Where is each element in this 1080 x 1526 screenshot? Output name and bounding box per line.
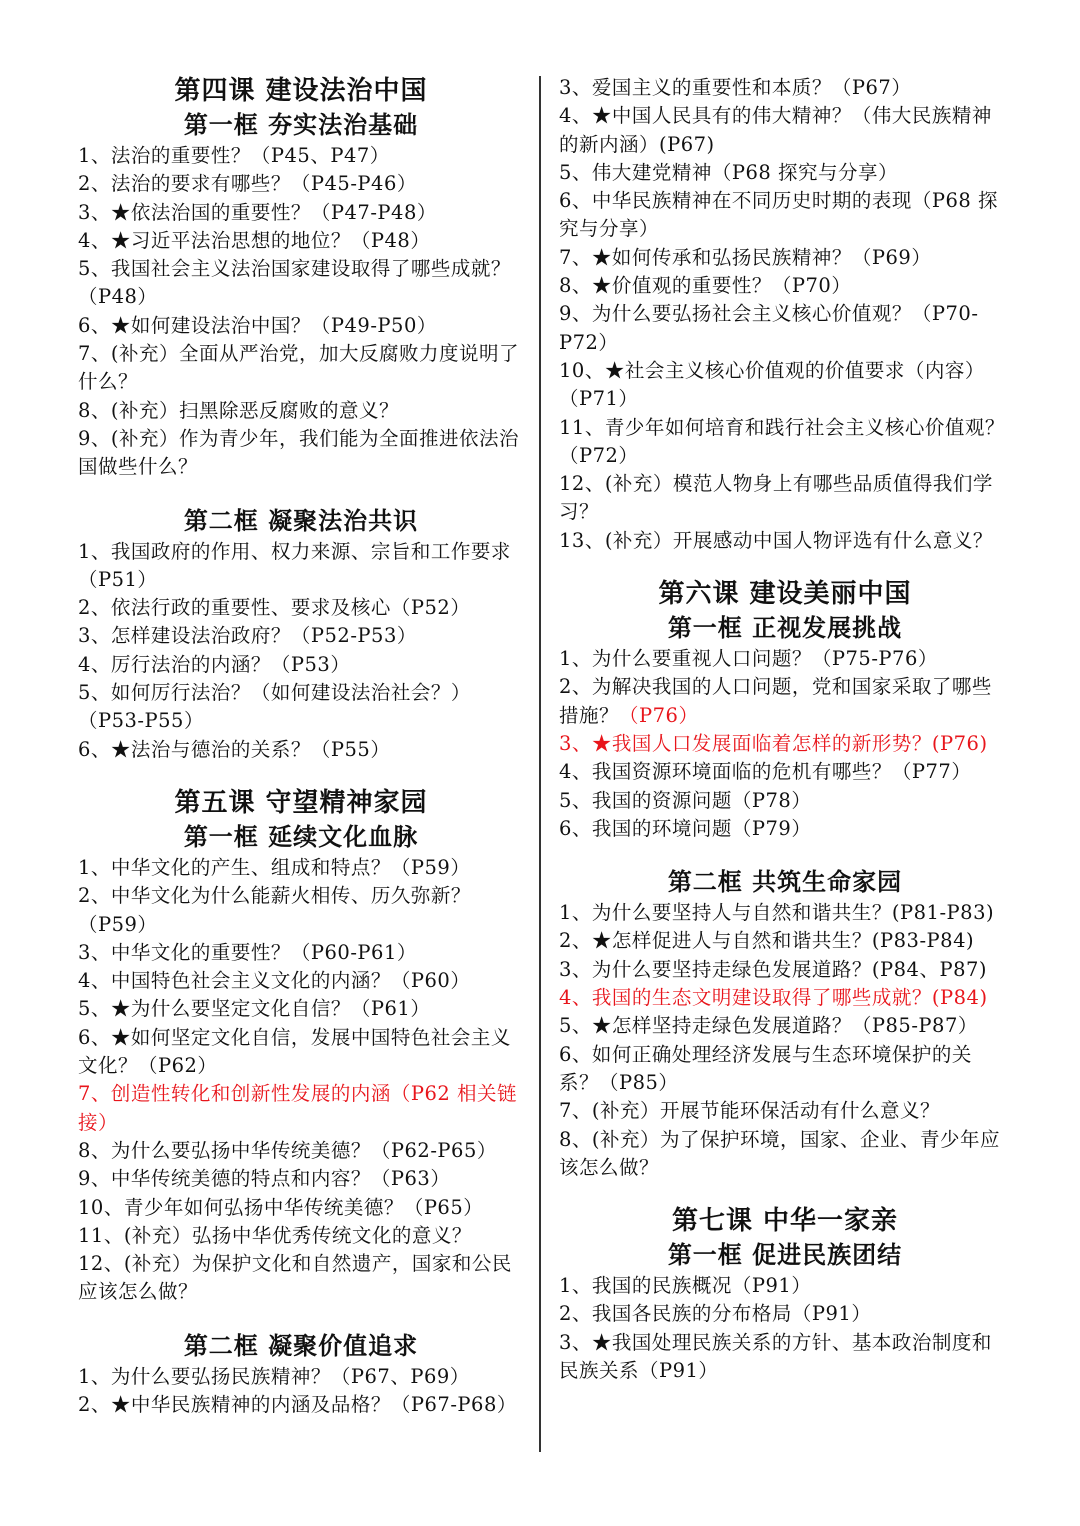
question-item: 3、★我国处理民族关系的方针、基本政治制度和民族关系（P91） — [559, 1330, 992, 1382]
question-item: 1、我国的民族概况（P91） — [559, 1274, 812, 1298]
question-item: 7、(补充）开展节能环保活动有什么意义？ — [559, 1099, 941, 1123]
frame-heading: 第二框 凝聚法治共识 — [183, 506, 419, 535]
frame-heading: 第二框 凝聚价值追求 — [183, 1331, 419, 1360]
question-item: 12、(补充）模范人物身上有哪些品质值得我们学习？ — [559, 472, 993, 524]
section-gap — [78, 764, 524, 786]
question-item: 1、我国政府的作用、权力来源、宗旨和工作要求（P51） — [78, 539, 511, 591]
question-item: 3、中华文化的重要性？（P60-P61） — [78, 940, 417, 964]
question-item: 8、(补充）为了保护环境，国家、企业、青少年应该怎么做？ — [559, 1127, 1001, 1179]
question-item: 4、★习近平法治思想的地位？（P48） — [78, 228, 431, 252]
question-item: 2、★怎样促进人与自然和谐共生？(P83-P84) — [559, 929, 975, 953]
question-item: 1、为什么要弘扬民族精神？（P67、P69） — [78, 1364, 470, 1388]
question-item: 5、如何厉行法治？（如何建设法治社会？）（P53-P55） — [78, 681, 471, 733]
left-column — [78, 74, 524, 1419]
question-item: 7、创造性转化和创新性发展的内涵（P62 相关链接） — [78, 1082, 518, 1134]
lesson-heading: 第五课 守望精神家园 — [174, 787, 428, 818]
question-item: 4、厉行法治的内涵？（P53） — [78, 652, 351, 676]
question-item: 8、★价值观的重要性？（P70） — [559, 274, 852, 298]
question-item: 2、为解决我国的人口问题，党和国家采取了哪些措施？（P76） — [559, 675, 992, 727]
question-item: 2、中华文化为什么能薪火相传、历久弥新？（P59） — [78, 884, 471, 936]
question-item: 5、我国社会主义法治国家建设取得了哪些成就？（P48） — [78, 257, 511, 309]
frame-heading: 第一框 延续文化血脉 — [183, 822, 419, 851]
frame-heading: 第一框 促进民族团结 — [667, 1241, 903, 1270]
question-item: 5、★为什么要坚定文化自信？（P61） — [78, 997, 431, 1021]
question-item: 4、中国特色社会主义文化的内涵？（P60） — [78, 969, 471, 993]
section-gap — [559, 555, 1011, 577]
frame-heading: 第一框 正视发展挑战 — [667, 614, 903, 643]
question-item: 9、(补充）作为青少年，我们能为全面推进依法治国做些什么？ — [78, 426, 520, 479]
frame-heading: 第二框 共筑生命家园 — [667, 868, 903, 897]
lesson-heading: 第四课 建设法治中国 — [174, 76, 428, 106]
question-item: 5、我国的资源问题（P78） — [559, 788, 812, 812]
question-item: 6、★如何建设法治中国？（P49-P50） — [78, 313, 437, 337]
right-column — [559, 74, 1011, 1385]
question-item: 10、青少年如何弘扬中华传统美德？（P65） — [78, 1195, 484, 1219]
section-gap — [559, 1182, 1011, 1204]
question-item: 6、如何正确处理经济发展与生态环境保护的关系？（P85） — [559, 1042, 972, 1094]
question-item: 2、依法行政的重要性、要求及核心（P52） — [78, 596, 471, 620]
question-item: 3、爱国主义的重要性和本质？（P67） — [559, 76, 912, 99]
question-item: 3、★我国人口发展面临着怎样的新形势？(P76) — [559, 731, 988, 755]
question-item: 1、法治的重要性？（P45、P47） — [78, 144, 390, 167]
question-item: 5、伟大建党精神（P68 探究与分享） — [559, 160, 899, 184]
page-reference-highlight: （P76） — [619, 703, 699, 727]
question-item: 3、怎样建设法治政府？（P52-P53） — [78, 624, 417, 648]
question-item: 1、为什么要坚持人与自然和谐共生？(P81-P83) — [559, 901, 995, 925]
question-item: 8、为什么要弘扬中华传统美德？（P62-P65） — [78, 1138, 497, 1162]
question-item: 4、我国的生态文明建设取得了哪些成就？(P84) — [559, 986, 988, 1010]
question-item: 11、(补充）弘扬中华优秀传统文化的意义？ — [78, 1223, 472, 1247]
question-item: 7、(补充）全面从严治党，加大反腐败力度说明了什么？ — [78, 342, 520, 394]
question-item: 11、青少年如何培育和践行社会主义核心价值观？（P72） — [559, 415, 1005, 467]
question-item: 5、★怎样坚持走绿色发展道路？（P85-P87） — [559, 1014, 978, 1038]
question-item: 4、★中国人民具有的伟大精神？（伟大民族精神的新内涵）(P67) — [559, 104, 992, 156]
question-item: 4、我国资源环境面临的危机有哪些？（P77） — [559, 760, 972, 784]
question-item: 6、★如何坚定文化自信，发展中国特色社会主义文化？（P62） — [78, 1025, 511, 1078]
question-item: 9、为什么要弘扬社会主义核心价值观？（P70-P72） — [559, 302, 979, 354]
section-gap — [78, 482, 524, 504]
question-item: 2、我国各民族的分布格局（P91） — [559, 1302, 872, 1326]
section-gap — [78, 1307, 524, 1329]
question-item: 13、(补充）开展感动中国人物评选有什么意义？ — [559, 528, 993, 552]
question-item: 9、中华传统美德的特点和内容？（P63） — [78, 1167, 451, 1191]
question-item: 1、为什么要重视人口问题？（P75-P76） — [559, 647, 938, 671]
section-gap — [559, 843, 1011, 865]
frame-heading: 第一框 夯实法治基础 — [183, 111, 419, 139]
question-item: 7、★如何传承和弘扬民族精神？（P69） — [559, 245, 932, 269]
question-item: 2、★中华民族精神的内涵及品格？（P67-P68） — [78, 1392, 517, 1416]
question-item: 8、(补充）扫黑除恶反腐败的意义？ — [78, 398, 400, 422]
question-item: 6、中华民族精神在不同历史时期的表现（P68 探究与分享） — [559, 189, 999, 241]
question-item: 1、中华文化的产生、组成和特点？（P59） — [78, 855, 471, 879]
question-item: 3、为什么要坚持走绿色发展道路？(P84、P87) — [559, 957, 987, 981]
question-item: 3、★依法治国的重要性？（P47-P48） — [78, 200, 437, 224]
column-divider — [539, 76, 541, 1452]
question-item: 6、我国的环境问题（P79） — [559, 816, 812, 840]
question-item: 2、法治的要求有哪些？（P45-P46） — [78, 172, 417, 196]
question-item: 10、★社会主义核心价值观的价值要求（内容）（P71） — [559, 358, 985, 411]
question-item: 6、★法治与德治的关系？（P55） — [78, 737, 391, 761]
lesson-heading: 第六课 建设美丽中国 — [658, 579, 912, 610]
lesson-heading: 第七课 中华一家亲 — [671, 1206, 899, 1237]
question-item: 12、(补充）为保护文化和自然遗产，国家和公民应该怎么做？ — [78, 1252, 512, 1304]
